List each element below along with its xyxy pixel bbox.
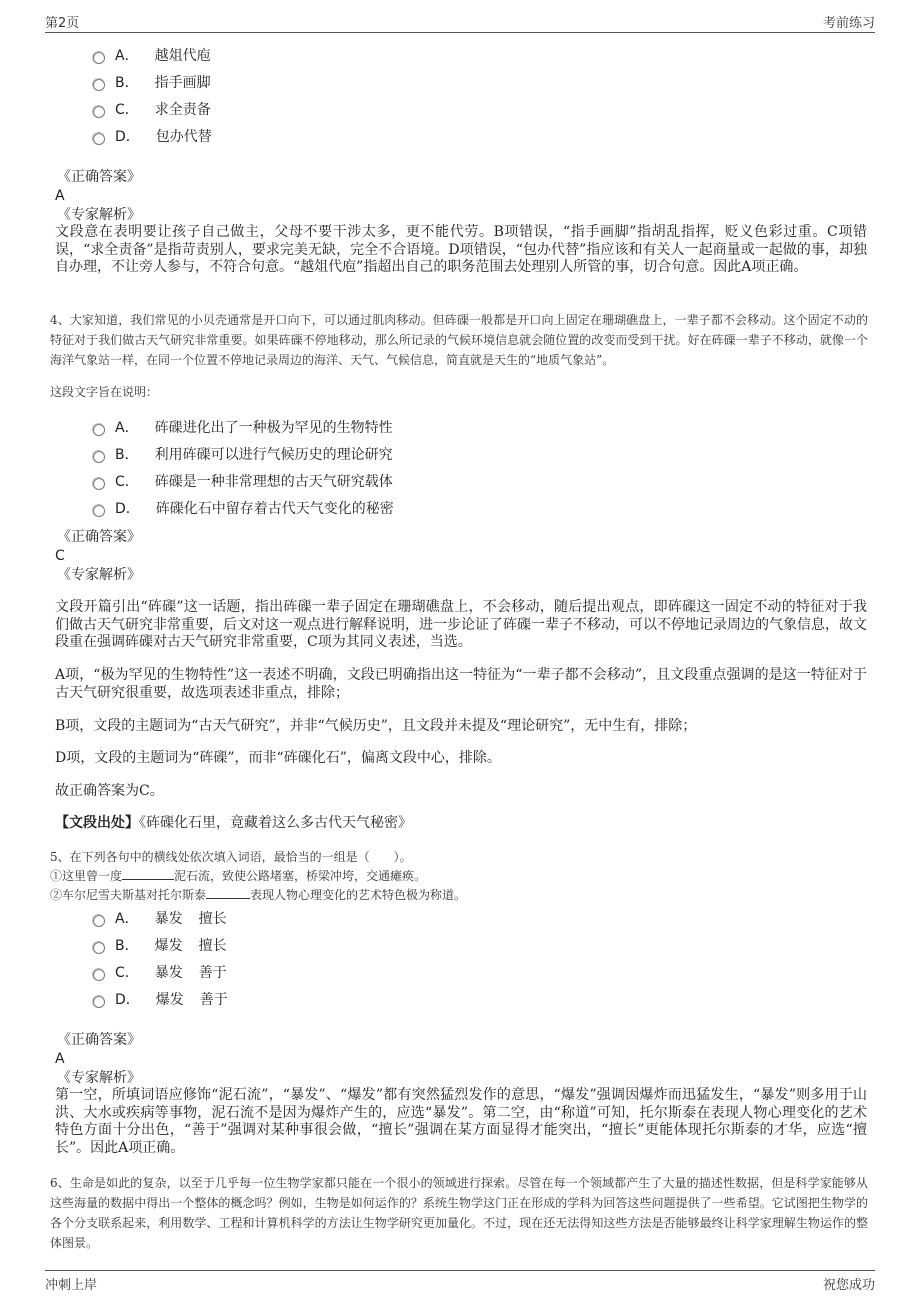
q4-analysis-p3: B项，文段的主题词为“古天气研究”，并非“气候历史”，且文段并未提及“理论研究”，无中生有，排除； bbox=[55, 718, 697, 734]
option-text: 求全责备 bbox=[154, 102, 211, 118]
option-text: 砗磲化石中留存着古代天气变化的秘密 bbox=[155, 501, 394, 517]
header-title: 考前练习 bbox=[822, 16, 875, 31]
q5-option-c[interactable] bbox=[93, 961, 227, 983]
option-word-1: 爆发 bbox=[154, 938, 183, 954]
source-title: 《砗磲化石里，竟藏着这么多古代天气秘密》 bbox=[139, 815, 412, 831]
q5-analysis-label: 《专家解析》 bbox=[57, 1070, 141, 1086]
q4-analysis-p5: 故正确答案为C。 bbox=[55, 783, 164, 799]
q4-option-b[interactable] bbox=[93, 443, 393, 465]
q5-sentence-1 bbox=[50, 867, 426, 886]
option-text: 利用砗磲可以进行气候历史的理论研究 bbox=[154, 447, 393, 463]
q4-option-a[interactable] bbox=[93, 416, 393, 438]
q3-option-b[interactable] bbox=[93, 71, 211, 93]
q5-sentence-2 bbox=[50, 886, 466, 905]
option-letter: A． bbox=[115, 420, 139, 436]
option-text: 砗磲是一种非常理想的古天气研究载体 bbox=[154, 474, 393, 490]
option-word-2: 善于 bbox=[199, 992, 228, 1008]
radio-icon[interactable] bbox=[93, 505, 105, 517]
option-letter: A． bbox=[115, 48, 139, 64]
q5-analysis: 第一空，所填词语应修饰“泥石流”，“暴发”、“爆发”都有突然猛烈发作的意思，“爆发”强调因爆炸而迅猛发生，“暴发”则多用于山洪、大水或疾病等事物，泥石流不是因为爆炸产生的，应选“暴发”。第二空，由“称道”可知，托尔斯泰在表现人物心理变化的艺术特色方面十分出色，“善于”强调对某种事很会做，“擅长”强调在某方面显得才能突出，“擅长”更能体现托尔斯泰的才华，应选“擅长”。因此A项正确。 bbox=[55, 1087, 867, 1156]
option-letter: B． bbox=[115, 938, 139, 954]
option-text: 指手画脚 bbox=[154, 75, 211, 91]
sentence-part: 表现人物心理变化的艺术特色极为称道。 bbox=[250, 888, 467, 902]
sentence-part: ①这里曾一度 bbox=[50, 869, 123, 883]
radio-icon[interactable] bbox=[93, 996, 105, 1008]
q4-answer-label: 《正确答案》 bbox=[57, 529, 141, 545]
q3-option-a[interactable] bbox=[93, 44, 211, 66]
radio-icon[interactable] bbox=[93, 942, 105, 954]
blank-1 bbox=[122, 879, 174, 880]
radio-icon[interactable] bbox=[93, 424, 105, 436]
q5-option-a[interactable] bbox=[93, 907, 227, 929]
q4-stem: 4、大家知道，我们常见的小贝壳通常是开口向下，可以通过肌肉移动。但砗磲一般都是开口向上固定在珊瑚礁盘上，一辈子都不会移动。这个固定不动的特征对于我们做古天气研究非常重要。如果砗磲不停地移动，那么所记录的气候环境信息就会随位置的改变而受到干扰。好在砗磲一辈子不移动，就像一个海洋气象站一样，在同一个位置不停地记录周边的海洋、天气、气候信息，简直就是天生的“地质气象站”。 bbox=[50, 313, 868, 367]
q4-analysis-p1: 文段开篇引出“砗磲”这一话题，指出砗磲一辈子固定在珊瑚礁盘上，不会移动，随后提出观点，即砗磲这一固定不动的特征对于我们做古天气研究非常重要，后文对这一观点进行解释说明，进一步论证了砗磲一辈子不移动，可以不停地记录周边的气象信息，故文段重在强调砗磲对古天气研究非常重要，C项为其同义表述，当选。 bbox=[55, 599, 867, 650]
q3-analysis: 文段意在表明要让孩子自己做主，父母不要干涉太多，更不能代劳。B项错误，“指手画脚”指胡乱指挥，贬义色彩过重。C项错误，“求全责备”是指苛责别人，要求完美无缺，完全不合语境。D项错误，“包办代替”指应该和有关人一起商量或一起做的事，却独自办理，不让旁人参与，不符合句意。“越俎代庖”指超出自己的职务范围去处理别人所管的事，切合句意。因此A项正确。 bbox=[55, 224, 867, 275]
q4-answer: C bbox=[55, 548, 65, 564]
option-text: 越俎代庖 bbox=[154, 48, 211, 64]
option-word-2: 擅长 bbox=[198, 938, 227, 954]
radio-icon[interactable] bbox=[93, 478, 105, 490]
option-word-1: 暴发 bbox=[154, 965, 183, 981]
q4-analysis-p4: D项，文段的主题词为“砗磲”，而非“砗磲化石”，偏离文段中心，排除。 bbox=[55, 750, 501, 766]
page-header bbox=[45, 10, 875, 33]
page-number: 第2页 bbox=[45, 16, 80, 31]
q4-source bbox=[55, 815, 867, 833]
option-letter: C． bbox=[115, 965, 139, 981]
option-letter: D． bbox=[115, 992, 140, 1008]
radio-icon[interactable] bbox=[93, 451, 105, 463]
page-footer bbox=[45, 1270, 875, 1299]
q3-answer-label: 《正确答案》 bbox=[57, 169, 141, 185]
option-word-1: 爆发 bbox=[155, 992, 184, 1008]
q5-option-b[interactable] bbox=[93, 934, 227, 956]
radio-icon[interactable] bbox=[93, 79, 105, 91]
sentence-part: ②车尔尼雪夫斯基对托尔斯泰 bbox=[50, 888, 207, 902]
q5-answer: A bbox=[55, 1051, 65, 1067]
option-letter: C． bbox=[115, 474, 139, 490]
option-letter: D． bbox=[115, 129, 140, 145]
option-letter: A． bbox=[115, 911, 139, 927]
q3-option-d[interactable] bbox=[93, 125, 212, 147]
q4-option-d[interactable] bbox=[93, 497, 394, 519]
option-word-2: 善于 bbox=[198, 965, 227, 981]
sentence-part: 泥石流，致使公路堵塞，桥梁冲垮，交通瘫痪。 bbox=[174, 869, 427, 883]
footer-left: 冲刺上岸 bbox=[45, 1278, 98, 1293]
q4-analysis-label: 《专家解析》 bbox=[57, 567, 141, 583]
option-word-2: 擅长 bbox=[198, 911, 227, 927]
radio-icon[interactable] bbox=[93, 969, 105, 981]
q5-option-d[interactable] bbox=[93, 988, 228, 1010]
q6-stem: 6、生命是如此的复杂，以至于几乎每一位生物学家都只能在一个很小的领域进行探索。尽管在每一个领域都产生了大量的描述性数据，但是科学家能够从这些海量的数据中得出一个整体的概念吗？例如，生物是如何运作的？系统生物学这门正在形成的学科为回答这些问题提供了一些希望。它试图把生物学的各个分支联系起来，利用数学、工程和计算机科学的方法让生物学研究更加量化。不过，现在还无法得知这些方法是否能够最终让科学家理解生物运作的整体图景。 bbox=[50, 1176, 868, 1250]
q5-stem: 5、在下列各句中的横线处依次填入词语，最恰当的一组是（ ）。 bbox=[50, 850, 412, 864]
option-text: 砗磲进化出了一种极为罕见的生物特性 bbox=[154, 420, 393, 436]
option-letter: B． bbox=[115, 75, 139, 91]
option-text: 包办代替 bbox=[155, 129, 212, 145]
option-letter: C． bbox=[115, 102, 139, 118]
q3-option-c[interactable] bbox=[93, 98, 211, 120]
source-label: 【文段出处】 bbox=[55, 815, 139, 831]
q4-analysis-p2: A项，“极为罕见的生物特性”这一表述不明确，文段已明确指出这一特征为“一辈子都不会移动”，且文段重点强调的是这一特征对于古天气研究很重要，故选项表述非重点，排除； bbox=[55, 667, 867, 701]
q3-analysis-label: 《专家解析》 bbox=[57, 207, 141, 223]
q3-answer: A bbox=[55, 188, 65, 204]
q5-answer-label: 《正确答案》 bbox=[57, 1032, 141, 1048]
radio-icon[interactable] bbox=[93, 915, 105, 927]
blank-2 bbox=[206, 898, 250, 899]
option-word-1: 暴发 bbox=[154, 911, 183, 927]
footer-right: 祝您成功 bbox=[822, 1278, 875, 1293]
radio-icon[interactable] bbox=[93, 52, 105, 64]
radio-icon[interactable] bbox=[93, 133, 105, 145]
radio-icon[interactable] bbox=[93, 106, 105, 118]
q4-question: 这段文字旨在说明： bbox=[50, 385, 159, 399]
q4-option-c[interactable] bbox=[93, 470, 393, 492]
option-letter: D． bbox=[115, 501, 140, 517]
option-letter: B． bbox=[115, 447, 139, 463]
